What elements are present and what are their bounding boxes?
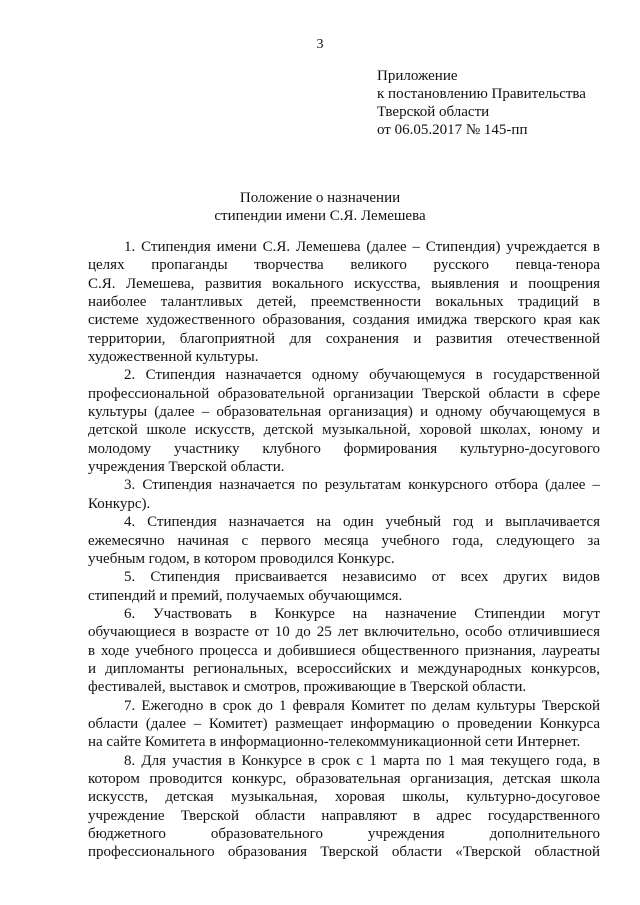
paragraph-line: наиболее талантливых детей, преемственности вокальных традиций в <box>88 294 600 311</box>
paragraph <box>88 513 600 568</box>
paragraph <box>88 605 600 697</box>
paragraph-line: культуры (далее – образовательная организация) и одному обучающемуся в <box>88 404 600 421</box>
paragraph-line: на сайте Комитета в информационно-телекоммуникационной сети Интернет. <box>88 734 581 751</box>
paragraph-line: художественной культуры. <box>88 349 259 366</box>
appendix-line: Тверской области <box>377 104 490 120</box>
document-body <box>88 238 600 862</box>
title-line: стипендии имени С.Я. Лемешева <box>214 208 426 224</box>
paragraph-line: 1. Стипендия имени С.Я. Лемешева (далее – Стипендия) учреждается в <box>124 239 600 255</box>
document-title <box>0 189 640 225</box>
appendix-line: от 06.05.2017 № 145-пп <box>377 122 528 138</box>
page-number: 3 <box>316 37 324 52</box>
paragraph <box>88 752 600 862</box>
paragraph-line: 2. Стипендия назначается одному обучающемуся в государственной <box>124 367 600 384</box>
paragraph <box>88 366 600 476</box>
paragraph-line: 4. Стипендия назначается на один учебный год и выплачивается <box>124 514 600 531</box>
paragraph <box>88 697 600 752</box>
title-line: Положение о назначении <box>239 190 401 206</box>
paragraph-line: учреждения Тверской области. <box>88 459 285 476</box>
paragraph-line: стипендий и премий, получаемых обучающимся. <box>88 587 403 604</box>
paragraph-line: молодому участнику клубного формирования культурно-досугового <box>88 440 600 457</box>
paragraph-line: обучающиеся в возрасте от 10 до 25 лет включительно, особо отличившиеся <box>88 624 600 641</box>
paragraph <box>88 238 600 366</box>
paragraph-line: целях пропаганды творчества великого русского певца-тенора <box>88 257 600 274</box>
paragraph-line: 8. Для участия в Конкурсе в срок с 1 марта по 1 мая текущего года, в <box>124 752 600 769</box>
paragraph-line: и дипломанты региональных, всероссийских и международных конкурсов, <box>88 660 600 677</box>
paragraph-line: искусств, детская музыкальная, хоровая школы, культурно-досуговое <box>88 789 600 806</box>
paragraph-line: детской школе искусств, детской музыкальной, хоровой школах, юному и <box>88 422 600 439</box>
paragraph-line: профессионального образования Тверской области «Тверской областной <box>88 844 600 861</box>
paragraph-line: учебным годом, в котором проводился Конкурс. <box>88 550 395 567</box>
paragraph-line: Конкурс). <box>88 495 151 512</box>
paragraph-line: системе художественного образования, создания имиджа тверского края как <box>88 312 600 329</box>
paragraph-line: учреждение Тверской области направляют в адрес государственного <box>88 807 600 824</box>
appendix-line: к постановлению Правительства <box>377 86 586 102</box>
paragraph-line: бюджетного образовательного учреждения дополнительного <box>88 826 600 842</box>
paragraph-line: 6. Участвовать в Конкурсе на назначение Стипендии могут <box>124 605 600 622</box>
paragraph-line: профессиональной образовательной организации Тверской области в сфере <box>88 385 600 402</box>
paragraph-line: ежемесячно начиная с первого месяца учебного года, следующего за <box>88 532 600 549</box>
paragraph-line: 5. Стипендия присваивается независимо от всех других видов <box>124 569 600 586</box>
paragraph-line: котором проводится конкурс, образовательная организация, детская школа <box>88 770 600 787</box>
appendix-header <box>377 67 627 139</box>
paragraph-line: области (далее – Комитет) размещает информацию о проведении Конкурса <box>88 715 600 732</box>
paragraph <box>88 568 600 605</box>
paragraph-line: территории, благоприятной для сохранения и развития отечественной <box>88 330 600 347</box>
paragraph-line: 3. Стипендия назначается по результатам конкурсного отбора (далее – <box>124 477 600 494</box>
paragraph-line: 7. Ежегодно в срок до 1 февраля Комитет по делам культуры Тверской <box>124 697 600 714</box>
paragraph <box>88 476 600 513</box>
paragraph-line: в ходе учебного процесса и добившиеся общественного признания, лауреаты <box>88 642 600 659</box>
paragraph-line: С.Я. Лемешева, развития вокального искусства, выявления и поощрения <box>88 275 600 292</box>
appendix-line: Приложение <box>377 68 458 84</box>
paragraph-line: фестивалей, выставок и смотров, проживающие в Тверской области. <box>88 679 527 696</box>
